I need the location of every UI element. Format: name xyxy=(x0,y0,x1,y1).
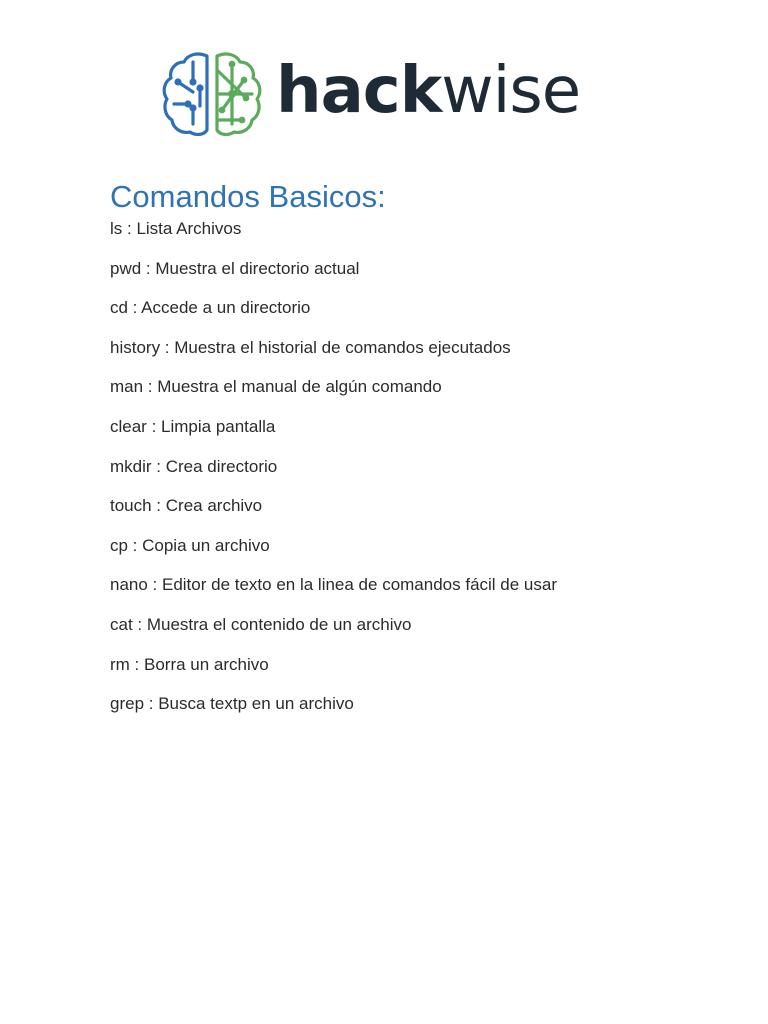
document-body xyxy=(110,178,710,734)
command-item-history: history : Muestra el historial de comandos ejecutados xyxy=(110,337,511,357)
command-item-rm: rm : Borra un archivo xyxy=(110,654,269,674)
brand-name-light: wise xyxy=(441,54,581,128)
command-item-cp: cp : Copia un archivo xyxy=(110,535,270,555)
brand-wordmark xyxy=(276,54,581,128)
brand-logo xyxy=(160,50,580,136)
command-item-touch: touch : Crea archivo xyxy=(110,496,263,516)
command-item-ls: ls : Lista Archivos xyxy=(110,219,242,238)
command-item-clear: clear : Limpia pantalla xyxy=(110,416,276,436)
command-item-grep: grep : Busca textp en un archivo xyxy=(110,694,354,714)
brain-circuit-icon xyxy=(160,50,264,136)
command-list xyxy=(110,219,710,714)
brand-name-bold: hack xyxy=(276,54,442,128)
command-item-nano: nano : Editor de texto en la linea de comandos fácil de usar xyxy=(110,575,558,595)
command-item-mkdir: mkdir : Crea directorio xyxy=(110,456,278,476)
command-item-pwd: pwd : Muestra el directorio actual xyxy=(110,258,360,278)
command-item-cat: cat : Muestra el contenido de un archivo xyxy=(110,614,412,634)
page-title: Comandos Basicos: xyxy=(110,179,386,214)
command-item-man: man : Muestra el manual de algún comando xyxy=(110,377,442,397)
command-item-cd: cd : Accede a un directorio xyxy=(110,298,311,318)
